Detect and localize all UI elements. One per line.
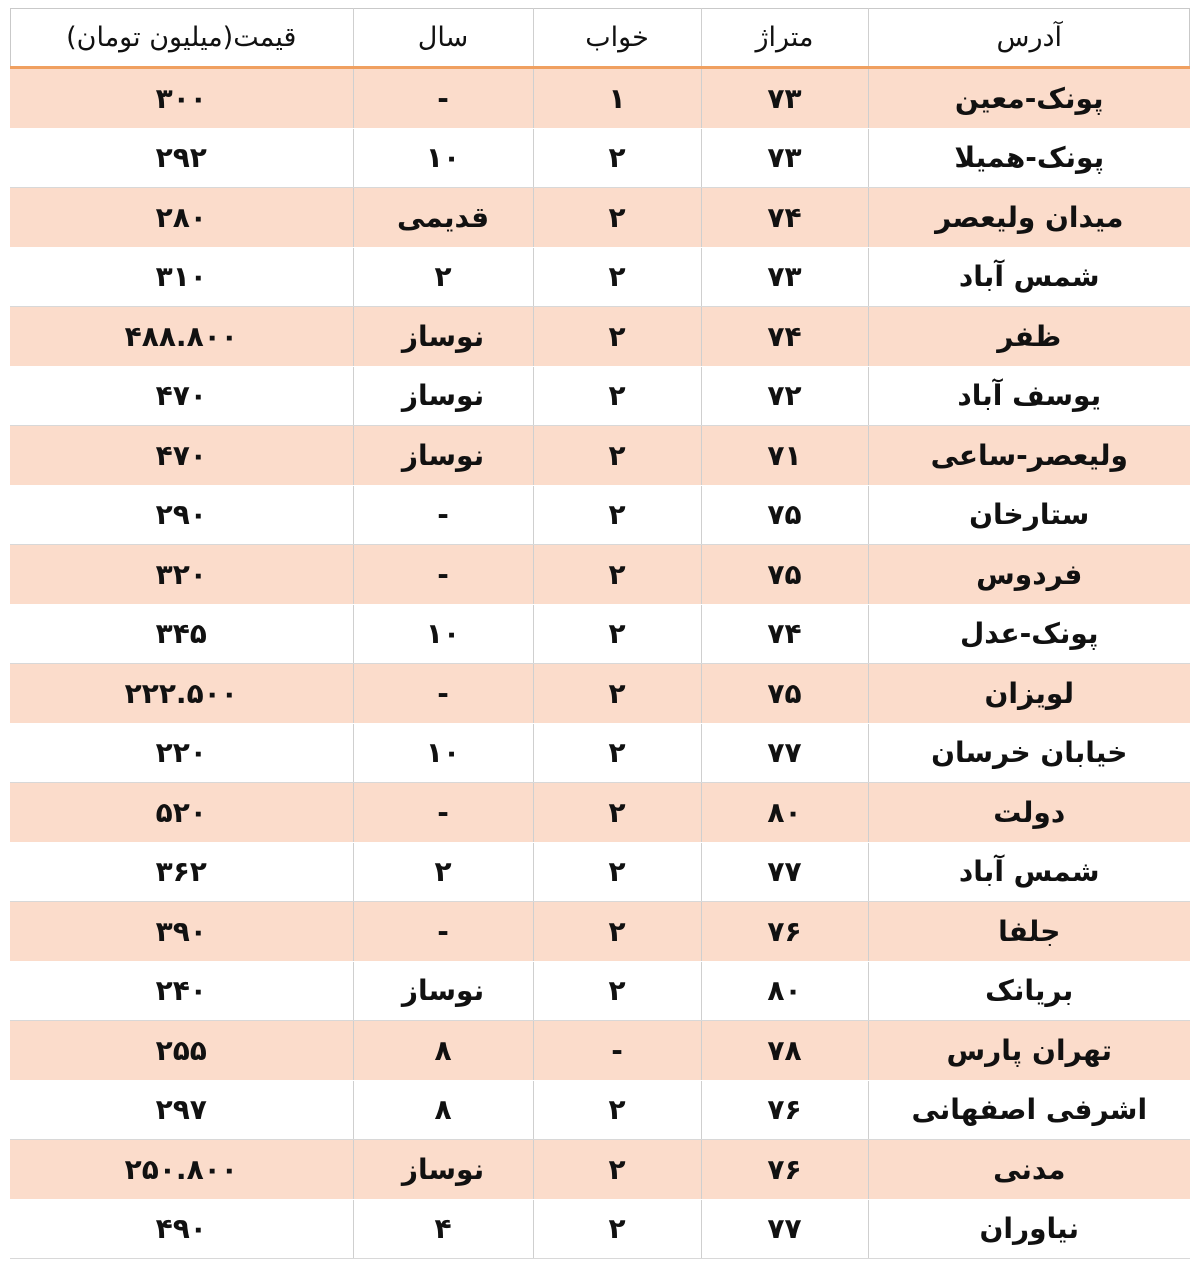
cell-area: ۷۷ [701,723,868,783]
cell-address: خیابان خرسان [868,723,1190,783]
cell-price: ۳۰۰ [10,68,353,129]
cell-price: ۴۹۰ [10,1199,353,1259]
cell-address: پونک-همیلا [868,128,1190,188]
table-row [10,188,1190,248]
cell-address: یوسف آباد [868,366,1190,426]
cell-address: اشرفی اصفهانی [868,1080,1190,1140]
cell-bedrooms: ۲ [533,604,701,664]
cell-bedrooms: ۲ [533,247,701,307]
table-row [10,842,1190,902]
table-row [10,247,1190,307]
cell-bedrooms: ۲ [533,1199,701,1259]
cell-address: ظفر [868,307,1190,367]
cell-address: پونک-عدل [868,604,1190,664]
cell-price: ۲۹۷ [10,1080,353,1140]
table-row [10,1140,1190,1200]
cell-year: ۱۰ [353,604,533,664]
cell-price: ۲۹۰ [10,485,353,545]
cell-area: ۷۸ [701,1021,868,1081]
table-row [10,664,1190,724]
table-row [10,485,1190,545]
table-row [10,1080,1190,1140]
cell-bedrooms: ۲ [533,664,701,724]
cell-area: ۷۳ [701,128,868,188]
cell-address: شمس آباد [868,842,1190,902]
cell-area: ۷۵ [701,664,868,724]
cell-address: لویزان [868,664,1190,724]
header-row [10,8,1190,68]
table-row [10,902,1190,962]
cell-area: ۷۷ [701,842,868,902]
table-row [10,545,1190,605]
cell-bedrooms: ۲ [533,307,701,367]
cell-price: ۵۲۰ [10,783,353,843]
cell-year: - [353,783,533,843]
table-row [10,1021,1190,1081]
cell-year: ۱۰ [353,723,533,783]
cell-area: ۷۳ [701,68,868,129]
cell-year: نوساز [353,1140,533,1200]
cell-area: ۷۳ [701,247,868,307]
cell-price: ۳۴۵ [10,604,353,664]
cell-address: فردوس [868,545,1190,605]
cell-price: ۲۸۰ [10,188,353,248]
cell-bedrooms: ۱ [533,68,701,129]
cell-bedrooms: ۲ [533,366,701,426]
cell-year: - [353,902,533,962]
table-row [10,604,1190,664]
table-row [10,68,1190,129]
cell-price: ۲۵۰.۸۰۰ [10,1140,353,1200]
cell-address: بریانک [868,961,1190,1021]
cell-area: ۷۴ [701,307,868,367]
cell-price: ۲۲۰ [10,723,353,783]
cell-bedrooms: ۲ [533,188,701,248]
table-header [10,8,1190,68]
header-area: متراژ [701,8,868,68]
cell-year: - [353,485,533,545]
cell-bedrooms: ۲ [533,961,701,1021]
cell-year: نوساز [353,426,533,486]
cell-address: ولیعصر-ساعی [868,426,1190,486]
table-row [10,307,1190,367]
cell-price: ۲۴۰ [10,961,353,1021]
cell-price: ۳۱۰ [10,247,353,307]
cell-address: تهران پارس [868,1021,1190,1081]
cell-bedrooms: ۲ [533,1080,701,1140]
cell-price: ۴۷۰ [10,426,353,486]
cell-bedrooms: ۲ [533,842,701,902]
cell-address: نیاوران [868,1199,1190,1259]
cell-year: ۴ [353,1199,533,1259]
table-row [10,128,1190,188]
cell-year: - [353,545,533,605]
cell-price: ۲۲۲.۵۰۰ [10,664,353,724]
table-body [10,68,1190,1259]
cell-bedrooms: ۲ [533,485,701,545]
cell-year: - [353,68,533,129]
cell-area: ۷۶ [701,902,868,962]
cell-area: ۷۷ [701,1199,868,1259]
cell-bedrooms: ۲ [533,128,701,188]
table-row [10,1199,1190,1259]
cell-address: دولت [868,783,1190,843]
cell-price: ۴۸۸.۸۰۰ [10,307,353,367]
cell-bedrooms: ۲ [533,902,701,962]
cell-year: ۸ [353,1021,533,1081]
header-price: قیمت(میلیون تومان) [10,8,353,68]
cell-area: ۷۶ [701,1080,868,1140]
cell-year: - [353,664,533,724]
cell-area: ۷۴ [701,188,868,248]
cell-address: شمس آباد [868,247,1190,307]
cell-bedrooms: ۲ [533,723,701,783]
cell-price: ۲۹۲ [10,128,353,188]
cell-price: ۳۲۰ [10,545,353,605]
cell-address: مدنی [868,1140,1190,1200]
cell-bedrooms: ۲ [533,426,701,486]
cell-year: ۲ [353,842,533,902]
cell-bedrooms: ۲ [533,545,701,605]
cell-bedrooms: ۲ [533,783,701,843]
header-year: سال [353,8,533,68]
cell-area: ۷۵ [701,545,868,605]
cell-price: ۲۵۵ [10,1021,353,1081]
cell-year: نوساز [353,366,533,426]
cell-bedrooms: ۲ [533,1140,701,1200]
cell-price: ۳۹۰ [10,902,353,962]
apartment-price-table [10,8,1190,1259]
cell-address: ستارخان [868,485,1190,545]
cell-address: جلفا [868,902,1190,962]
cell-area: ۷۶ [701,1140,868,1200]
cell-area: ۸۰ [701,783,868,843]
table-row [10,783,1190,843]
table-row [10,426,1190,486]
cell-address: میدان ولیعصر [868,188,1190,248]
cell-year: ۸ [353,1080,533,1140]
cell-area: ۷۴ [701,604,868,664]
table-row [10,723,1190,783]
cell-year: نوساز [353,307,533,367]
cell-area: ۸۰ [701,961,868,1021]
cell-bedrooms: - [533,1021,701,1081]
table-row [10,366,1190,426]
cell-address: پونک-معین [868,68,1190,129]
cell-area: ۷۵ [701,485,868,545]
cell-year: ۲ [353,247,533,307]
cell-price: ۳۶۲ [10,842,353,902]
cell-year: قدیمی [353,188,533,248]
cell-year: نوساز [353,961,533,1021]
cell-area: ۷۲ [701,366,868,426]
cell-area: ۷۱ [701,426,868,486]
header-address: آدرس [868,8,1190,68]
table-row [10,961,1190,1021]
cell-year: ۱۰ [353,128,533,188]
cell-price: ۴۷۰ [10,366,353,426]
header-bedrooms: خواب [533,8,701,68]
